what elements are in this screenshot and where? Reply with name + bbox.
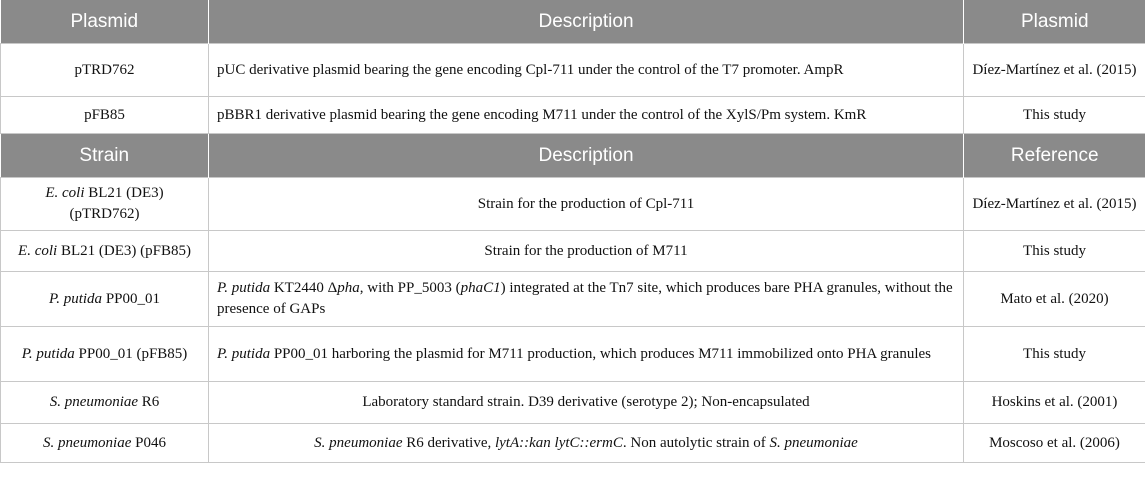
desc-italic: phaC1 bbox=[460, 280, 501, 296]
desc-text: R6 derivative, bbox=[402, 434, 495, 451]
strain-reference: Díez-Martínez et al. (2015) bbox=[964, 178, 1145, 231]
strain-designation: P046 bbox=[131, 434, 166, 451]
strain-genus: P. putida bbox=[48, 290, 103, 307]
plasmid-reference: This study bbox=[964, 97, 1145, 134]
strain-description: Laboratory standard strain. D39 derivative (serotype 2); Non-encapsulated bbox=[209, 382, 964, 424]
strain-genus: S. pneumoniae bbox=[49, 394, 139, 410]
table-row bbox=[1, 424, 1145, 463]
table-row bbox=[1, 97, 1145, 134]
desc-italic: P. putida bbox=[217, 280, 271, 296]
plasmid-header-row bbox=[1, 0, 1145, 44]
header-plasmid: Plasmid bbox=[1, 0, 209, 44]
strain-name bbox=[1, 231, 209, 272]
strain-genus: E. coli bbox=[45, 185, 85, 201]
strain-description: Strain for the production of M711 bbox=[209, 231, 964, 272]
desc-italic: pha bbox=[337, 280, 360, 296]
strain-designation: BL21 (DE3) (pTRD762) bbox=[69, 185, 164, 222]
strain-header-row bbox=[1, 134, 1145, 178]
strain-name bbox=[1, 382, 209, 424]
strain-designation: BL21 (DE3) (pFB85) bbox=[57, 242, 191, 259]
desc-text: PP00_01 harboring the plasmid for M711 production, which produces M711 immobilized onto PHA granules bbox=[270, 345, 931, 362]
strain-reference: Mato et al. (2020) bbox=[964, 272, 1145, 327]
strain-description: Strain for the production of Cpl-711 bbox=[209, 178, 964, 231]
strain-genus: E. coli bbox=[18, 242, 58, 259]
strain-designation: PP00_01 bbox=[102, 290, 160, 307]
strain-description bbox=[209, 327, 964, 382]
plasmid-description: pBBR1 derivative plasmid bearing the gene encoding M711 under the control of the XylS/Pm system. KmR bbox=[209, 97, 964, 134]
strain-reference: Hoskins et al. (2001) bbox=[964, 382, 1145, 424]
header-reference: Reference bbox=[964, 134, 1145, 178]
header-strain: Strain bbox=[1, 134, 209, 178]
desc-italic: lytA::kan lytC::ermC bbox=[494, 434, 623, 451]
header-description: Description bbox=[209, 0, 964, 44]
plasmid-name: pFB85 bbox=[1, 97, 209, 134]
desc-italic: S. pneumoniae bbox=[314, 434, 403, 451]
strain-reference: This study bbox=[964, 231, 1145, 272]
table-row bbox=[1, 272, 1145, 327]
strain-genus: S. pneumoniae bbox=[43, 434, 132, 451]
plasmid-reference: Díez-Martínez et al. (2015) bbox=[964, 44, 1145, 97]
strain-description bbox=[209, 272, 964, 327]
table-row bbox=[1, 178, 1145, 231]
plasmid-name: pTRD762 bbox=[1, 44, 209, 97]
strain-name bbox=[1, 424, 209, 463]
desc-text: ) integrated at the Tn7 site, which produces bare PHA granules, without the presence of GAPs bbox=[217, 280, 953, 317]
strain-name bbox=[1, 272, 209, 327]
strain-reference: Moscoso et al. (2006) bbox=[964, 424, 1145, 463]
strain-name bbox=[1, 327, 209, 382]
strain-description bbox=[209, 424, 964, 463]
strain-reference: This study bbox=[964, 327, 1145, 382]
plasmid-description: pUC derivative plasmid bearing the gene encoding Cpl-711 under the control of the T7 promoter. AmpR bbox=[209, 44, 964, 97]
desc-text: . Non autolytic strain of bbox=[622, 434, 770, 451]
desc-italic: S. pneumoniae bbox=[769, 434, 858, 451]
strain-name bbox=[1, 178, 209, 231]
table-row bbox=[1, 44, 1145, 97]
table-row bbox=[1, 382, 1145, 424]
header-plasmid-ref: Plasmid bbox=[964, 0, 1145, 44]
strain-designation: R6 bbox=[138, 394, 160, 410]
table-row bbox=[1, 327, 1145, 382]
strain-designation: PP00_01 (pFB85) bbox=[74, 345, 188, 362]
strain-genus: P. putida bbox=[21, 345, 75, 362]
desc-text: , with PP_5003 ( bbox=[359, 280, 461, 296]
desc-italic: P. putida bbox=[217, 345, 271, 362]
table-row bbox=[1, 231, 1145, 272]
desc-text: KT2440 Δ bbox=[270, 280, 338, 296]
header-description: Description bbox=[209, 134, 964, 178]
